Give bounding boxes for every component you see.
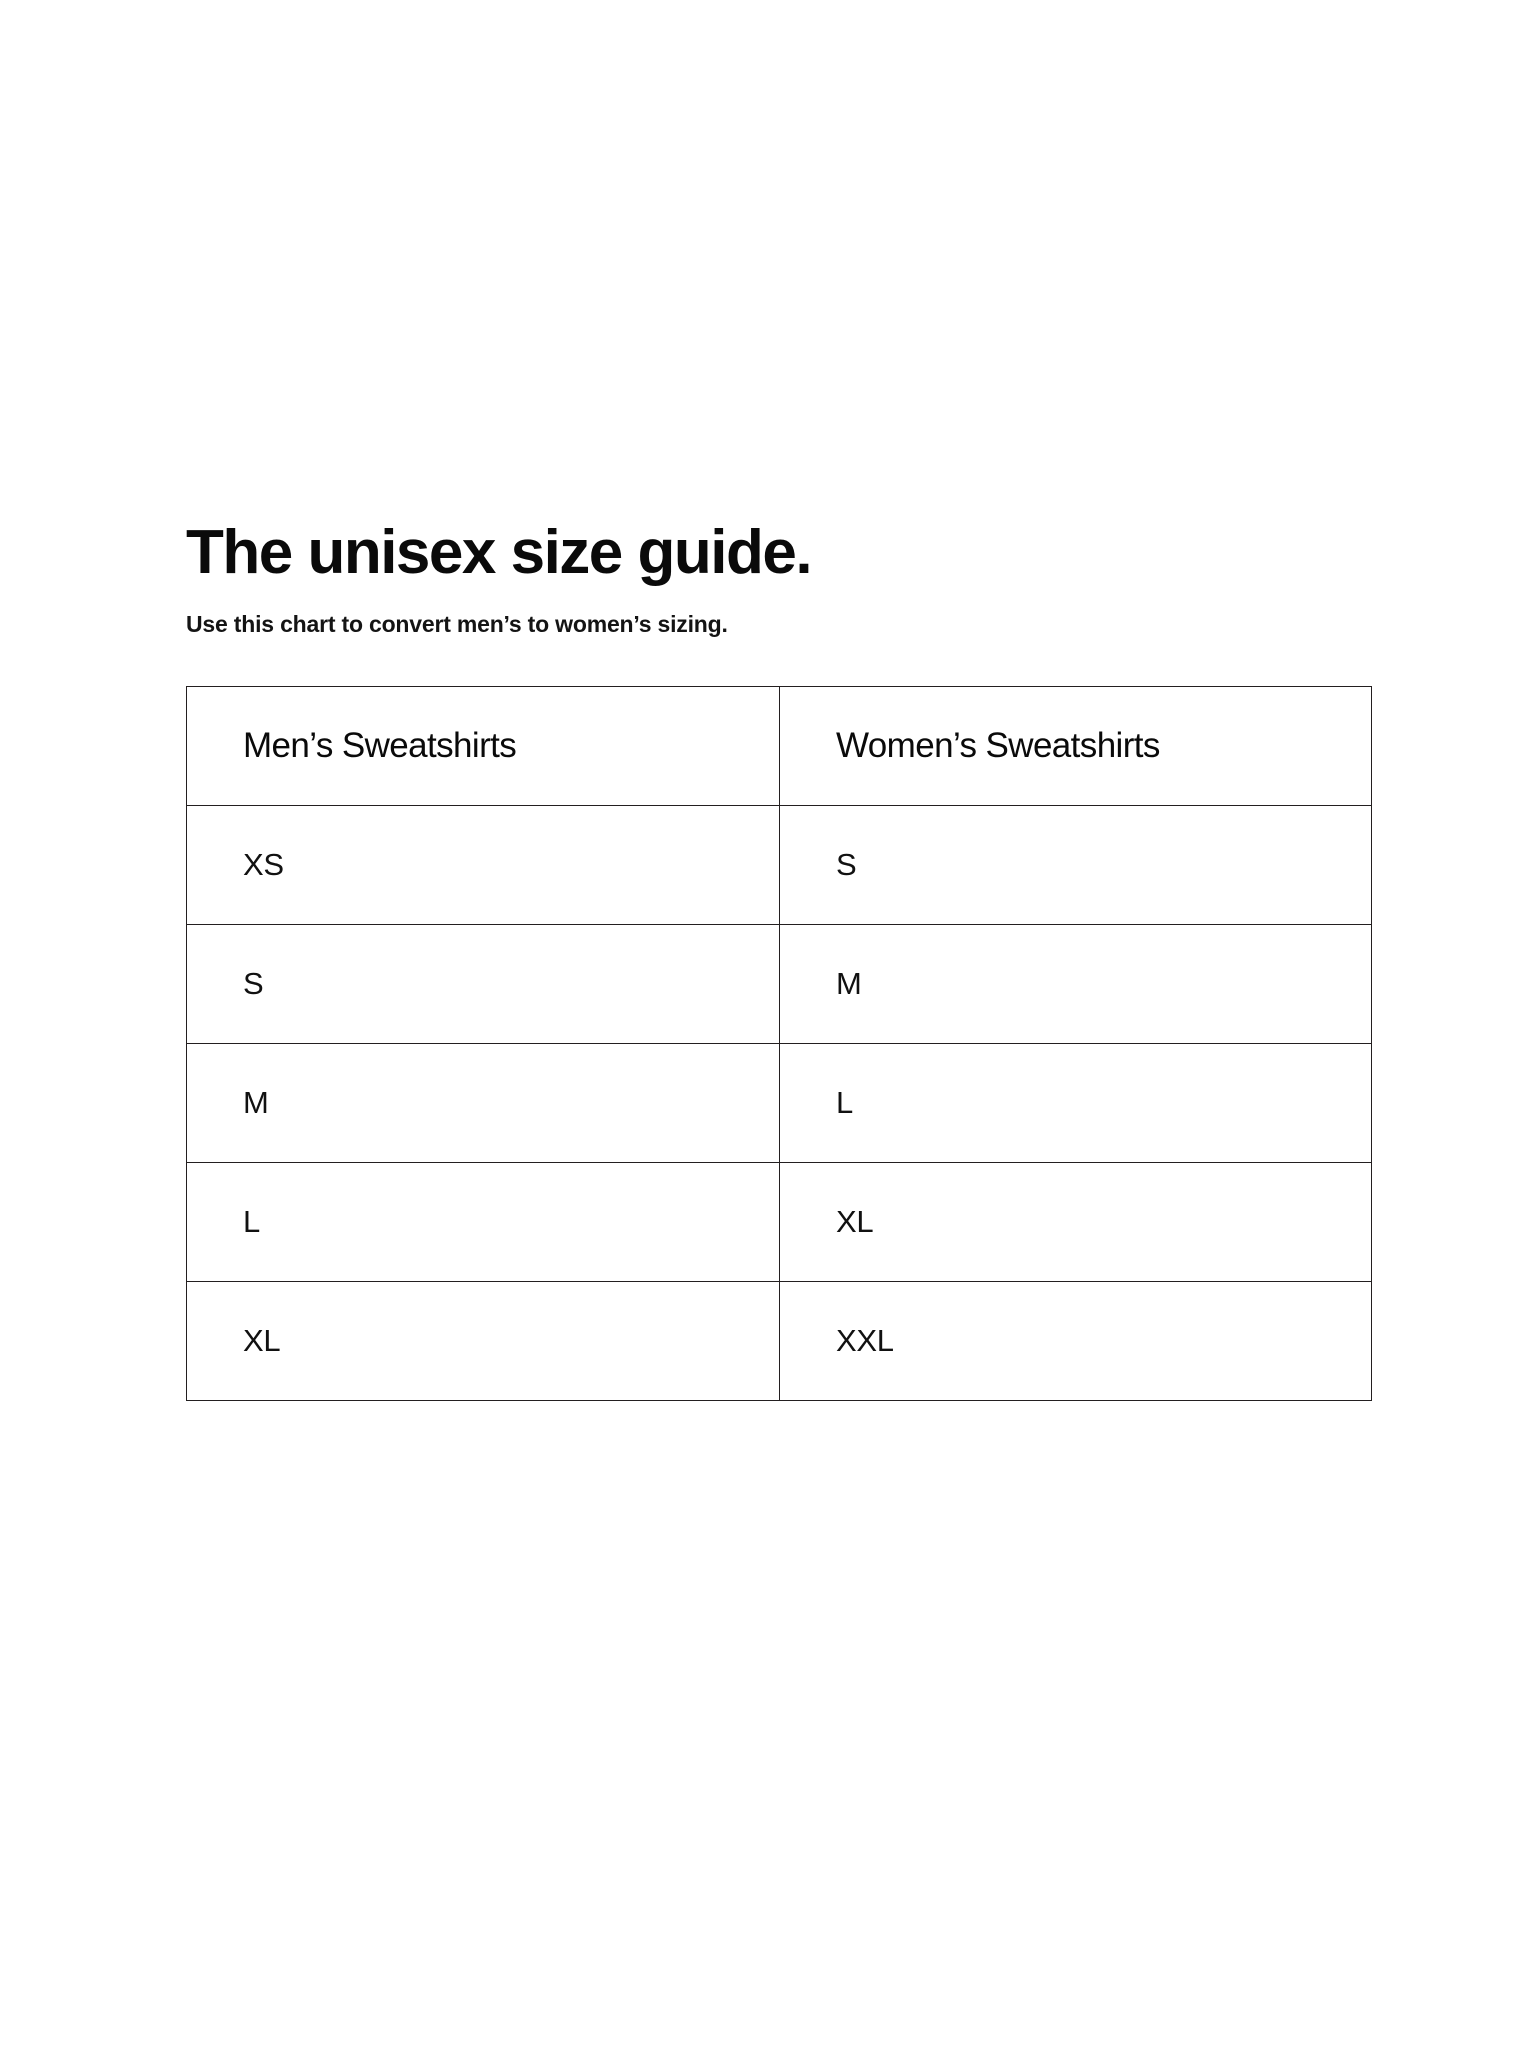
cell-mens-size: S: [187, 925, 780, 1044]
cell-womens-size: S: [780, 806, 1372, 925]
table-row: [187, 1044, 1372, 1163]
cell-womens-size: L: [780, 1044, 1372, 1163]
table-header: [187, 687, 1372, 806]
page-subtitle: Use this chart to convert men’s to women’s sizing.: [186, 611, 728, 638]
cell-mens-size: XS: [187, 806, 780, 925]
column-header-womens: Women’s Sweatshirts: [780, 687, 1372, 806]
size-guide-content: [186, 520, 1374, 1401]
cell-mens-size: XL: [187, 1282, 780, 1401]
table-row: [187, 806, 1372, 925]
table-row: [187, 1163, 1372, 1282]
cell-womens-size: XL: [780, 1163, 1372, 1282]
column-header-mens: Men’s Sweatshirts: [187, 687, 780, 806]
cell-mens-size: M: [187, 1044, 780, 1163]
table-row: [187, 1282, 1372, 1401]
table-body: [187, 806, 1372, 1401]
table-header-row: [187, 687, 1372, 806]
cell-womens-size: XXL: [780, 1282, 1372, 1401]
table-row: [187, 925, 1372, 1044]
page-title: The unisex size guide.: [186, 518, 812, 587]
size-conversion-table: [186, 686, 1372, 1401]
cell-mens-size: L: [187, 1163, 780, 1282]
cell-womens-size: M: [780, 925, 1372, 1044]
